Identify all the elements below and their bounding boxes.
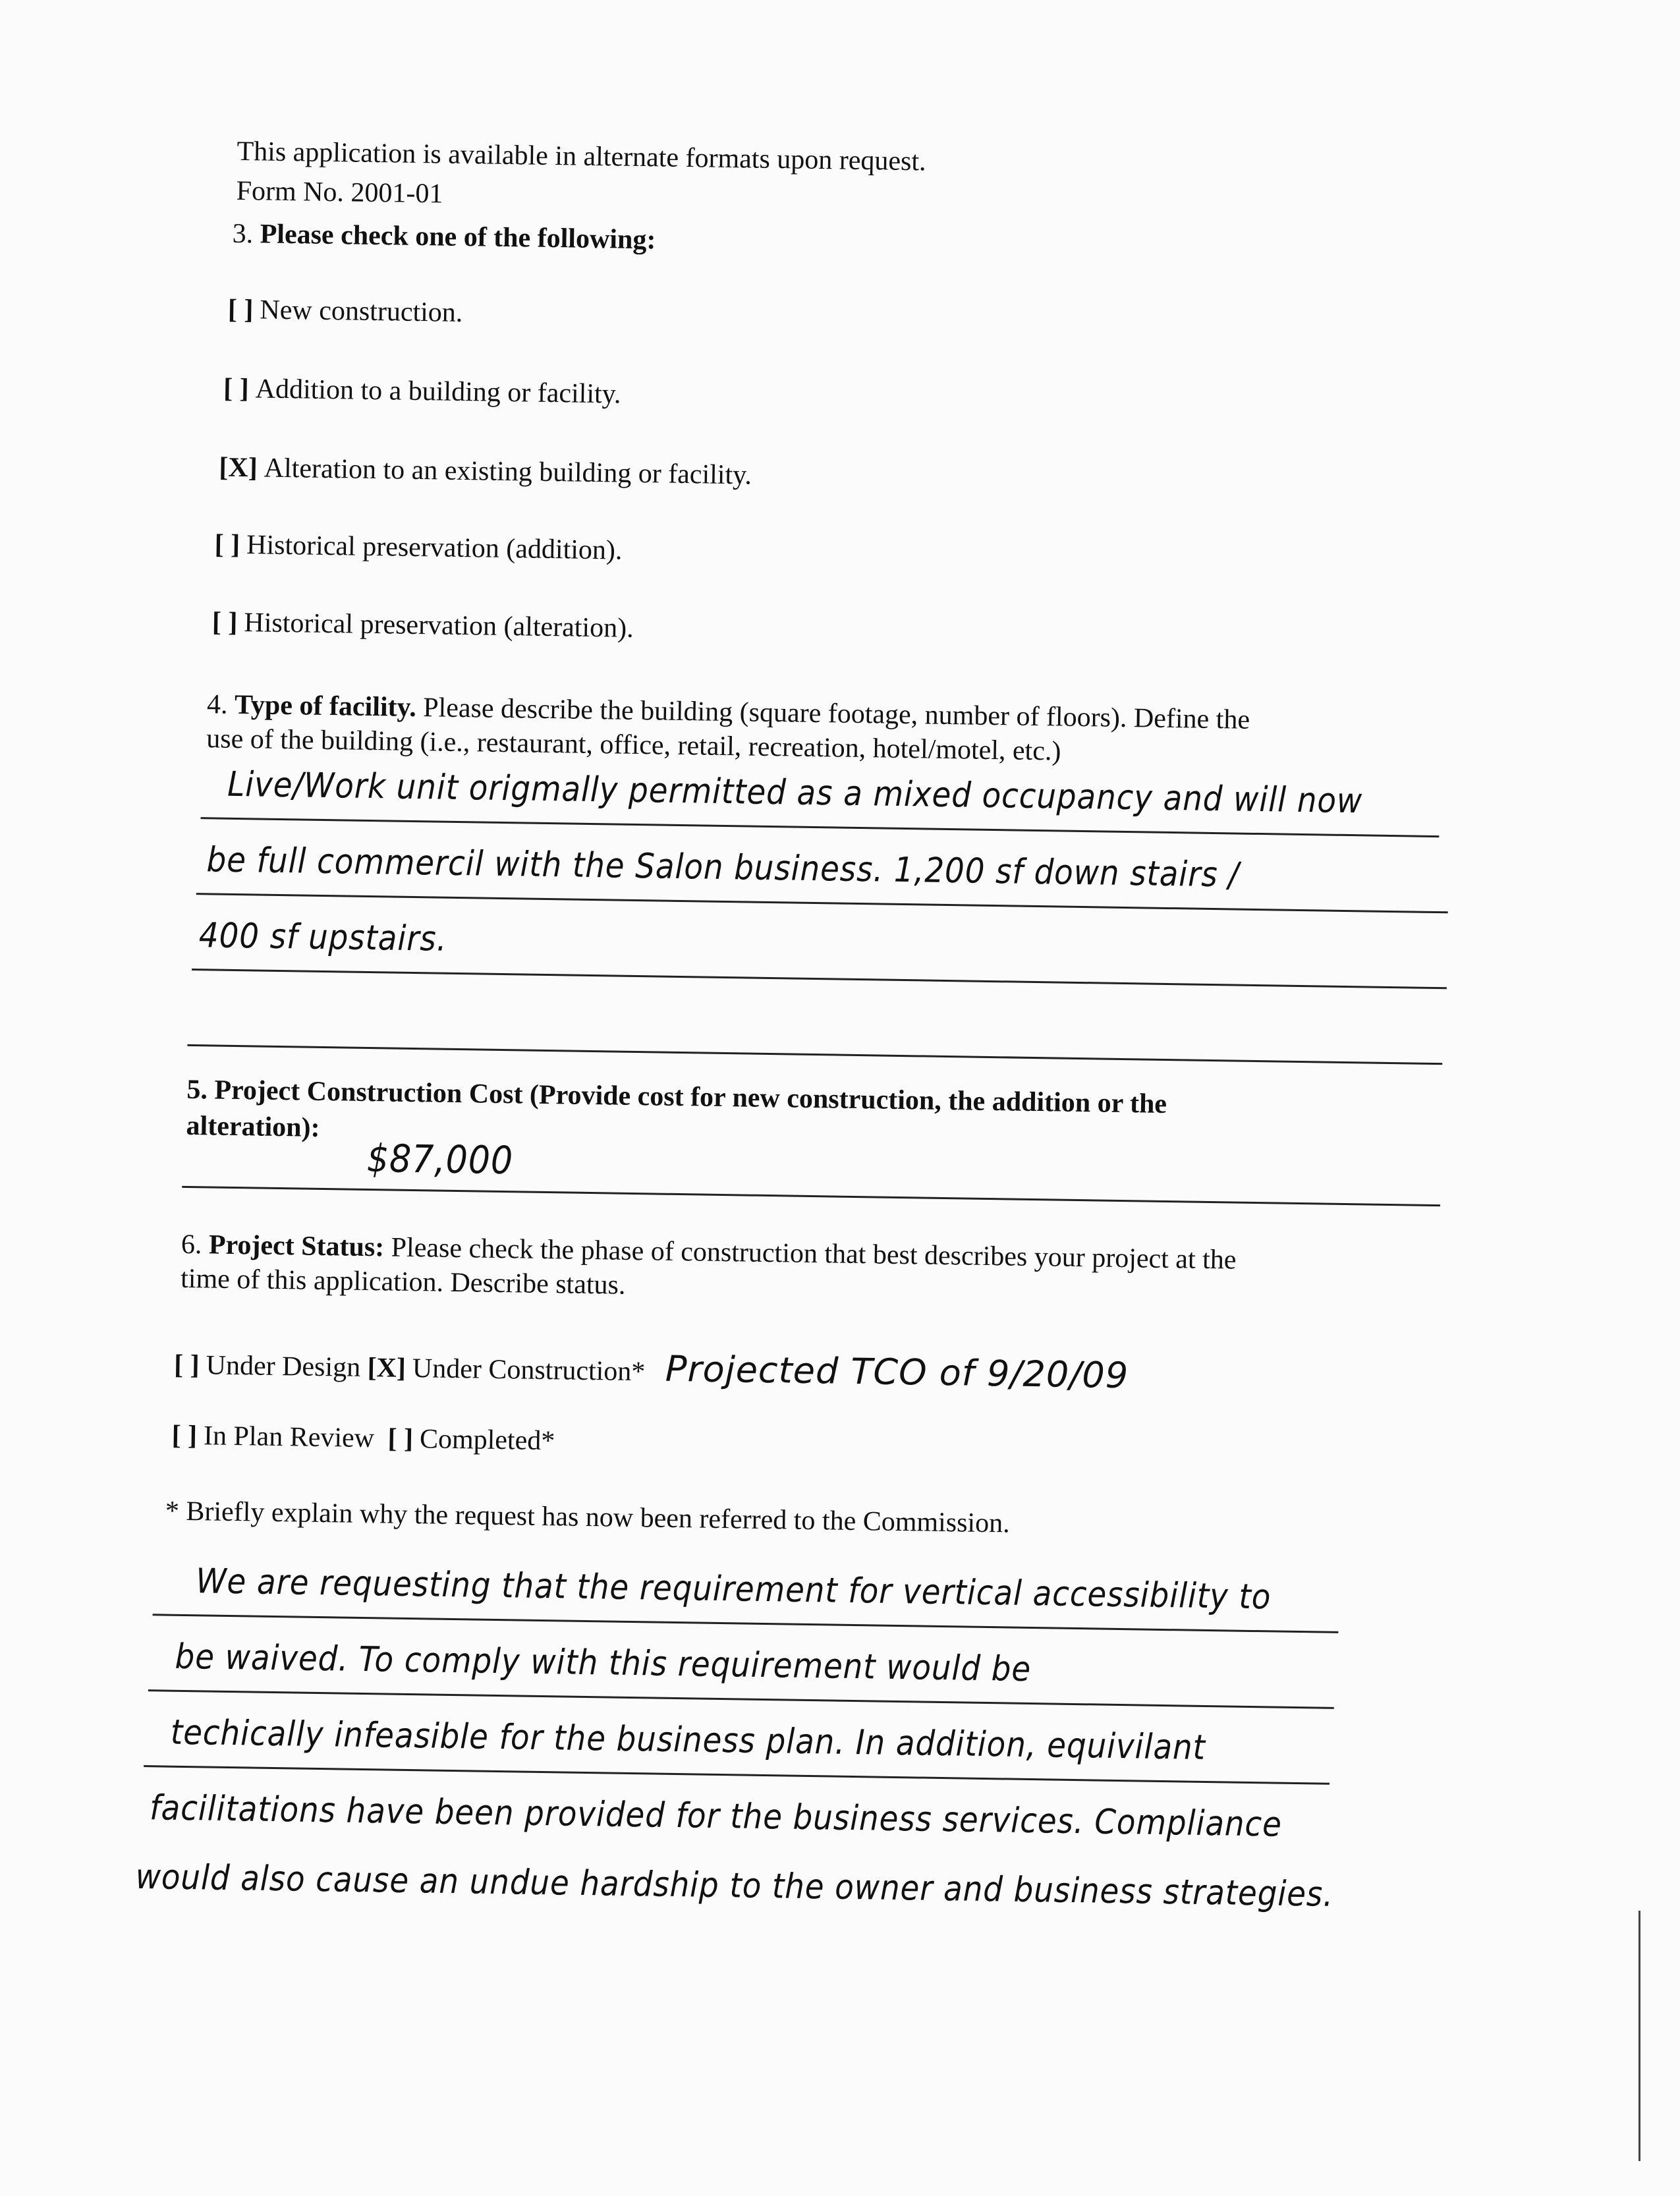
q4-text-line2: use of the building (i.e., restaurant, office, retail, recreation, hotel/motel, etc.) xyxy=(206,723,1061,767)
checkbox[interactable]: [ ] xyxy=(387,1423,414,1455)
answer-underline xyxy=(196,893,1448,913)
answer-underline xyxy=(148,1689,1334,1709)
q4-text: Please describe the building (square footage, number of floors). Define the xyxy=(422,692,1250,735)
under-construction-label: Under Construction* xyxy=(412,1353,646,1388)
explain-prompt: * Briefly explain why the request has now been referred to the Commission. xyxy=(165,1496,1010,1539)
checkbox[interactable]: [ ] xyxy=(171,1420,198,1451)
q4-answer-line[interactable]: Live/Work unit origmally permitted as a mixed occupancy and will now xyxy=(227,764,1363,822)
q4-number: 4. xyxy=(206,689,228,720)
checkbox-checked[interactable]: [X] xyxy=(367,1353,406,1384)
explain-answer-line[interactable]: would also cause an undue hardship to the owner and business strategies. xyxy=(135,1857,1334,1915)
q3-option-alteration[interactable] xyxy=(219,452,752,492)
explain-answer-line[interactable]: be waived. To comply with this requirement would be xyxy=(175,1637,1032,1690)
option-label: Alteration to an existing building or facility. xyxy=(264,453,752,491)
q6-title: Project Status: xyxy=(208,1229,385,1263)
answer-underline xyxy=(201,817,1440,837)
q3-option-addition[interactable] xyxy=(223,373,621,410)
q3-option-new-construction[interactable] xyxy=(228,294,463,329)
q4-answer-line[interactable]: be full commercil with the Salon business. 1,200 sf down stairs / xyxy=(206,840,1240,895)
q5-number: 5. xyxy=(186,1074,208,1106)
q6-status-row1 xyxy=(174,1341,1129,1396)
in-plan-review-label: In Plan Review xyxy=(203,1421,375,1454)
option-label: Historical preservation (alteration). xyxy=(244,607,634,644)
option-label: Historical preservation (addition). xyxy=(246,530,623,566)
explain-answer-line[interactable]: facilitations have been provided for the business services. Compliance xyxy=(149,1788,1283,1845)
q3-option-historical-alteration[interactable] xyxy=(212,606,634,644)
q5-title: Project Construction Cost (Provide cost for new construction, the addition or the xyxy=(214,1075,1167,1119)
answer-underline xyxy=(144,1765,1330,1785)
q6-text: Please check the phase of construction that best describes your project at the xyxy=(391,1232,1237,1276)
q5-cost-answer[interactable]: $87,000 xyxy=(366,1135,514,1183)
status-note[interactable]: Projected TCO of 9/20/09 xyxy=(665,1347,1129,1397)
q4-answer-line[interactable]: 400 sf upstairs. xyxy=(198,916,447,959)
answer-underline xyxy=(187,1044,1442,1065)
explain-answer-line[interactable]: We are requesting that the requirement for vertical accessibility to xyxy=(195,1562,1272,1618)
explain-answer-line[interactable]: techically infeasible for the business plan. In addition, equivilant xyxy=(170,1712,1206,1768)
checkbox[interactable]: [ ] xyxy=(227,294,254,325)
q3-number: 3. xyxy=(232,218,254,250)
q5-title-line2: alteration): xyxy=(186,1110,320,1143)
checkbox[interactable]: [ ] xyxy=(223,373,250,405)
form-number: Form No. 2001-01 xyxy=(236,175,443,210)
scan-edge-line xyxy=(1638,1911,1640,2161)
completed-label: Completed* xyxy=(419,1424,555,1457)
q3-option-historical-addition[interactable] xyxy=(214,528,622,566)
q6-text-line2: time of this application. Describe status. xyxy=(180,1263,626,1301)
checkbox[interactable]: [ ] xyxy=(173,1349,200,1381)
option-label: Addition to a building or facility. xyxy=(255,374,621,410)
q3-heading xyxy=(232,218,656,256)
checkbox-checked[interactable]: [X] xyxy=(219,452,258,484)
checkbox[interactable]: [ ] xyxy=(211,607,238,638)
checkbox[interactable]: [ ] xyxy=(214,529,240,561)
alternate-formats-note: This application is available in alternate formats upon request. xyxy=(237,136,926,177)
q4-title: Type of facility. xyxy=(234,689,417,723)
option-label: New construction. xyxy=(260,295,463,328)
answer-underline xyxy=(153,1614,1339,1633)
under-design-label: Under Design xyxy=(206,1350,361,1383)
answer-underline xyxy=(192,969,1447,989)
q6-status-row2 xyxy=(171,1420,555,1457)
answer-underline xyxy=(182,1186,1440,1206)
q6-number: 6. xyxy=(181,1229,202,1260)
q3-title: Please check one of the following: xyxy=(260,219,656,256)
q5-heading xyxy=(186,1074,1167,1120)
